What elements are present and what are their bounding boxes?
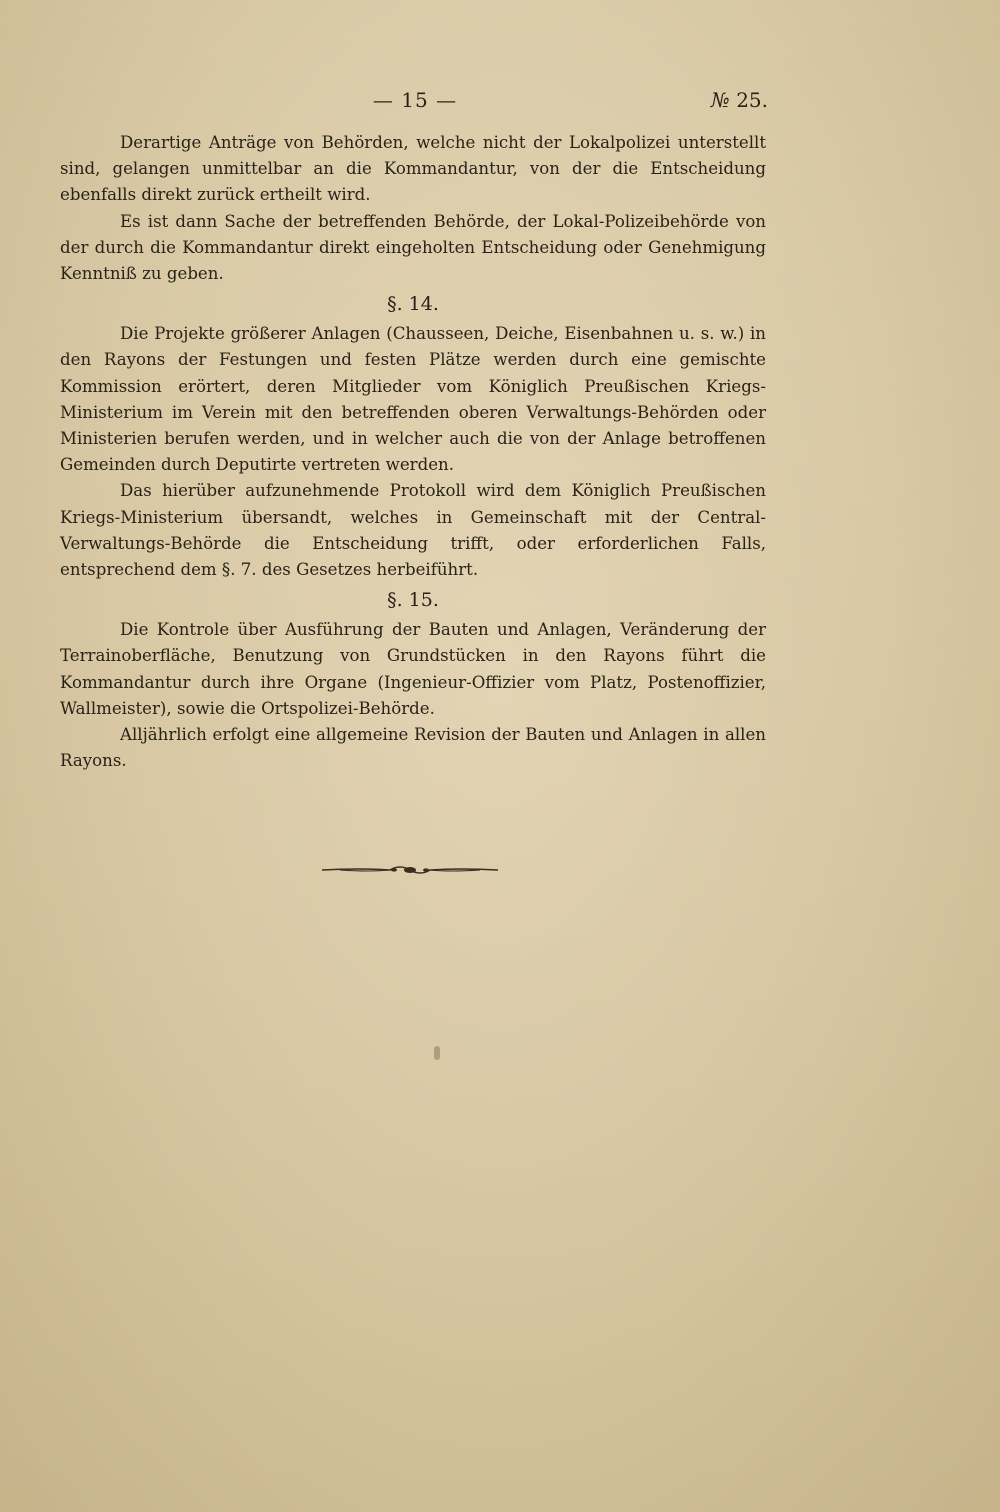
paper-speck — [434, 1046, 440, 1060]
body-text — [60, 130, 766, 774]
paragraph: Die Projekte größerer Anlagen (Chausseen, Deiche, Eisenbahnen u. s. w.) in den Rayons der Festungen und festen Plätze werden durch eine gemischte Kommission erörtert, deren Mitglieder vom Königlich Preußischen Kriegs-Ministerium im Verein mit den betreffenden oberen Verwaltungs-Behörden oder Ministerien berufen werden, und in welcher auch die von der Anlage betroffenen Gemeinden durch Deputirte vertreten werden. — [60, 324, 766, 475]
paragraph: Derartige Anträge von Behörden, welche nicht der Lokalpolizei unterstellt sind, gelangen unmittelbar an die Kommandantur, von der die Entscheidung ebenfalls direkt zurück ertheilt wird. — [60, 133, 766, 205]
page-number: — 15 — — [372, 88, 458, 112]
paragraph: Es ist dann Sache der betreffenden Behörde, der Lokal-Polizeibehörde von der durch die Kommandantur direkt eingeholten Entscheidung oder Genehmigung Kenntniß zu geben. — [60, 211, 766, 284]
page-header — [0, 88, 1000, 118]
document-number — [711, 88, 768, 112]
section-heading-15: §. 15. — [387, 589, 439, 612]
end-ornament — [320, 860, 500, 880]
paragraph: Alljährlich erfolgt eine allgemeine Revision der Bauten und Anlagen in allen Rayons. — [60, 725, 766, 771]
paragraph: Die Kontrole über Ausführung der Bauten und Anlagen, Veränderung der Terrainoberfläche, Benutzung von Grundstücken in den Rayons führt die Kommandantur durch ihre Organe (Ingenieur-Offizier vom Platz, Postenoffizier, Wallmeister), sowie die Ortspolizei-Behörde. — [60, 620, 766, 718]
section-heading-14: §. 14. — [387, 293, 439, 316]
document-number-prefix: № — [710, 88, 730, 112]
document-number-value: 25. — [736, 88, 768, 112]
paragraph: Das hierüber aufzunehmende Protokoll wird dem Königlich Preußischen Kriegs-Ministerium übersandt, welches in Gemeinschaft mit der Central-Verwaltungs-Behörde die Entscheidung trifft, oder erforderlichen Falls, entsprechend dem §. 7. des Gesetzes herbeiführt. — [60, 481, 766, 580]
